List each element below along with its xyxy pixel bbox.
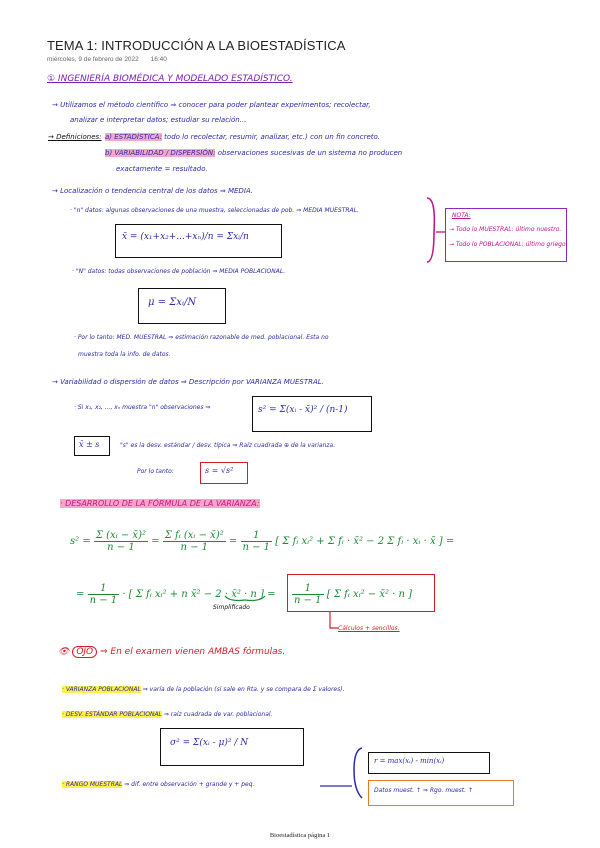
simplified-label: Simplificado: [213, 604, 250, 611]
desv-pob-label: · DESV. ESTÁNDAR POBLACIONAL: [62, 711, 162, 718]
s-definition-line: "s" es la desv. estándar / desv. típica ⇒ Raíz cuadrada ⊕ de la varianza.: [120, 442, 336, 449]
ojo-label: OJO: [72, 646, 97, 658]
section1-heading: ① INGENIERÍA BIOMÉDICA Y MODELADO ESTADÍSTICO.: [47, 74, 293, 84]
rango-label: · RANGO MUESTRAL: [62, 781, 123, 788]
x-pm-s-label: x̄ ± s: [79, 440, 100, 449]
simplified-brace: [225, 596, 265, 601]
section3-heading: → Variabilidad o dispersión de datos ⇒ Descripción por VARIANZA MUESTRAL.: [52, 378, 324, 386]
section4-heading-text: · DESARROLLO DE LA FÓRMULA DE LA VARIANZA:: [60, 499, 260, 508]
por-tanto-label: Por lo tanto:: [137, 468, 174, 475]
page-time: 16:40: [150, 56, 167, 63]
nota-item-1: → Todo lo MUESTRAL: último nuestro.: [449, 226, 562, 233]
def-b-label: b) VARIABILIDAD / DISPERSIÓN:: [105, 149, 216, 157]
section2-heading: → Localización o tendencia central de los datos ⇒ MEDIA.: [52, 187, 254, 195]
def-a-text: todo lo recolectar, resumir, analizar, etc.) con un fin concreto.: [164, 133, 381, 141]
ojo-text: ⇒ En el examen vienen AMBAS fórmulas.: [100, 647, 286, 657]
pop-mean-formula: μ = Σxᵢ/N: [148, 297, 197, 308]
rango-text: ⇒ dif. entre observación + grande y + peq.: [124, 781, 255, 788]
page-title: TEMA 1: INTRODUCCIÓN A LA BIOESTADÍSTICA: [47, 38, 346, 53]
range-note: Datos muest. ↑ ⇒ Rgo. muest. ↑: [374, 787, 473, 794]
definitions-label: → Definiciones:: [48, 133, 102, 141]
calc-note-arrow: [330, 612, 338, 628]
range-brace: [354, 748, 362, 798]
nota-brace: [427, 198, 434, 262]
desv-pob-text: ⇒ raíz cuadrada de var. poblacional.: [163, 711, 273, 718]
calc-note: Cálculos + sencillos.: [338, 625, 400, 632]
var-pob-text: ⇒ varía de la población (si sale en Rta. y se compara de Σ valores).: [142, 686, 345, 693]
todo-line2: muestra toda la info. de datos.: [78, 351, 171, 358]
sample-mean-formula: x̄ = (x₁+x₂+...+xₙ)/n = Σxᵢ/n: [122, 232, 249, 242]
n-datos-line: · "n" datos: algunas observaciones de una muestra, seleccionadas de pob. ⇒ MEDIA MUESTRAL.: [70, 207, 359, 214]
derivation-row-2: = $\frac{1}{n - 1}$ · [ Σ fᵢ xᵢ² + n x̄² − 2 · x̄² · n ] =: [76, 583, 276, 606]
var-pob-label: · VARIANZA POBLACIONAL: [62, 686, 141, 693]
nota-item-2: → Todo lo POBLACIONAL: último griego.: [449, 241, 568, 248]
range-formula: r = max(xᵢ) - min(xᵢ): [374, 757, 445, 765]
section1-line1: → Utilizamos el método científico ⇒ conocer para poder plantear experimentos; recolectar,: [52, 101, 371, 109]
todo-line1: · Por lo tanto: MED. MUESTRAL ⇒ estimación razonable de med. poblacional. Esta no: [74, 334, 329, 341]
si-line: · Si x₁, x₂, ..., xₙ muestra "n" observaciones ⇒: [74, 404, 211, 411]
def-b-text: observaciones sucesivas de un sistema no producen: [217, 149, 403, 157]
eye-icon: 👁: [58, 647, 70, 657]
def-b-text2: exactamente = resultado.: [116, 165, 208, 173]
def-a-label: a) ESTADÍSTICA:: [105, 133, 162, 141]
page-date: miércoles, 9 de febrero de 2022: [47, 56, 139, 63]
section1-line2: analizar e interpretar datos; estudiar su relación...: [70, 116, 247, 124]
sample-variance-formula: s² = Σ(xᵢ - x̄)² / (n-1): [258, 405, 348, 415]
derivation-row-1: s² = $\frac{\text{Σ (xᵢ − x̄)²}}{n - 1}$ = $\frac{\text{Σ fᵢ (xᵢ − x̄)²}}{n - 1}$ = $\frac{1}{n - 1}$ [ Σ fᵢ xᵢ² + Σ fᵢ · x̄² − 2 Σ fᵢ · xᵢ · x̄ ] =: [70, 530, 455, 553]
N-datos-line: · "N" datos: todas observaciones de población ⇒ MEDIA POBLACIONAL.: [72, 268, 286, 275]
pop-variance-formula: σ² = Σ(xᵢ - μ)² / N: [170, 738, 249, 748]
nota-title: NOTA:: [452, 212, 471, 219]
std-dev-formula: s = √s²: [205, 466, 234, 475]
page-footer: Bioestadística página 1: [269, 832, 331, 839]
simplified-variance-formula: $\frac{1}{n - 1}$ [ Σ fᵢ xᵢ² − x̄² · n ]: [294, 583, 413, 606]
